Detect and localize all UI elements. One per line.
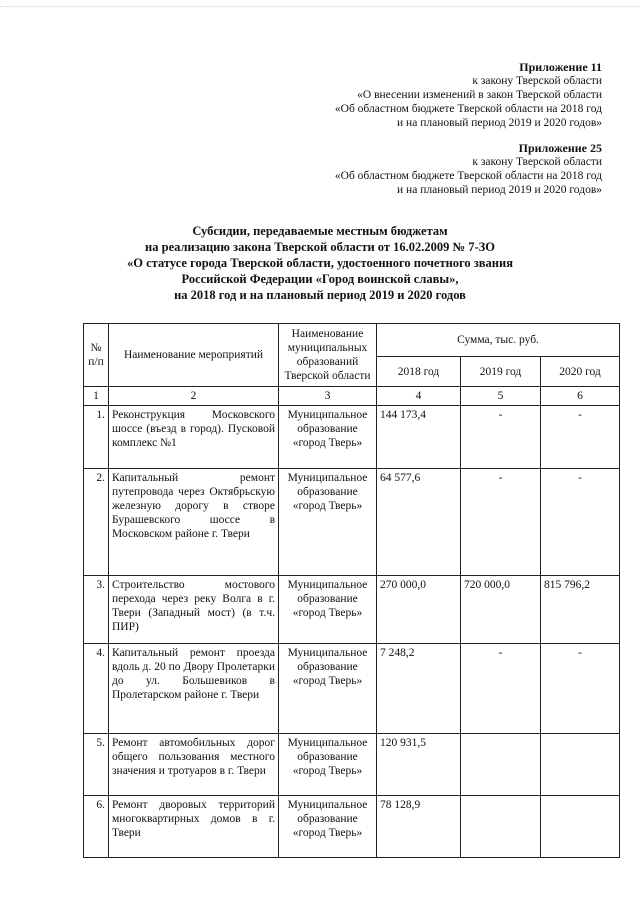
amount-2018: 270 000,0 — [377, 576, 461, 644]
amount-2019: 720 000,0 — [461, 576, 541, 644]
title-line: Субсидии, передаваемые местным бюджетам — [192, 224, 448, 238]
amount-2019: - — [461, 644, 541, 734]
column-number: 3 — [279, 387, 377, 406]
header-event: Наименование мероприятий — [109, 324, 279, 387]
header-year-2020: 2020 год — [541, 357, 620, 387]
amount-2018: 7 248,2 — [377, 644, 461, 734]
table-row — [84, 796, 620, 858]
amount-2020 — [541, 734, 620, 796]
event-name: Реконструкция Московского шоссе (въезд в город). Пусковой комплекс №1 — [109, 406, 279, 469]
table-row — [84, 469, 620, 576]
amount-2019 — [461, 796, 541, 858]
header-municipality: Наименование муниципальных образований Тверской области — [279, 324, 377, 387]
document-title — [60, 223, 580, 303]
column-number: 5 — [461, 387, 541, 406]
appendix-11-line: «Об областном бюджете Тверской области на 2018 год — [334, 103, 602, 115]
municipality-name: Муниципальное образование «город Тверь» — [279, 796, 377, 858]
row-number: 2. — [84, 469, 109, 576]
amount-2020 — [541, 796, 620, 858]
amount-2018: 120 931,5 — [377, 734, 461, 796]
row-number: 6. — [84, 796, 109, 858]
table-row — [84, 406, 620, 469]
amount-2020: 815 796,2 — [541, 576, 620, 644]
table-row — [84, 734, 620, 796]
column-number: 1 — [84, 387, 109, 406]
event-name: Ремонт автомобильных дорог общего пользования местного значения и тротуаров в г. Твери — [109, 734, 279, 796]
header-num: № п/п — [84, 324, 109, 387]
amount-2019: - — [461, 469, 541, 576]
header-year-2018: 2018 год — [377, 357, 461, 387]
row-number: 4. — [84, 644, 109, 734]
column-number: 6 — [541, 387, 620, 406]
table-row — [84, 576, 620, 644]
header-sum: Сумма, тыс. руб. — [377, 324, 620, 357]
title-line: на 2018 год и на плановый период 2019 и 2020 годов — [174, 288, 466, 302]
row-number: 3. — [84, 576, 109, 644]
column-number: 4 — [377, 387, 461, 406]
municipality-name: Муниципальное образование «город Тверь» — [279, 734, 377, 796]
municipality-name: Муниципальное образование «город Тверь» — [279, 469, 377, 576]
title-line: «О статусе города Тверской области, удостоенного почетного звания — [127, 256, 513, 270]
amount-2018: 64 577,6 — [377, 469, 461, 576]
amount-2018: 144 173,4 — [377, 406, 461, 469]
appendix-11-block — [335, 60, 602, 130]
header-year-2019: 2019 год — [461, 357, 541, 387]
table-row — [84, 644, 620, 734]
column-number: 2 — [109, 387, 279, 406]
row-number: 1. — [84, 406, 109, 469]
appendix-25-block — [335, 141, 602, 197]
appendix-25-title: Приложение 25 — [518, 141, 602, 155]
appendix-25-line: к закону Тверской области — [472, 156, 602, 168]
municipality-name: Муниципальное образование «город Тверь» — [279, 576, 377, 644]
amount-2019 — [461, 734, 541, 796]
amount-2018: 78 128,9 — [377, 796, 461, 858]
appendix-25-line: «Об областном бюджете Тверской области на 2018 год — [334, 170, 602, 182]
amount-2020: - — [541, 406, 620, 469]
appendix-11-line: «О внесении изменений в закон Тверской области — [357, 89, 602, 101]
title-line: Российской Федерации «Город воинской славы», — [181, 272, 459, 286]
event-name: Капитальный ремонт путепровода через Октябрьскую железную дорогу в створе Бурашевского шоссе в Московском районе г. Твери — [109, 469, 279, 576]
appendix-11-line: к закону Тверской области — [472, 75, 602, 87]
event-name: Ремонт дворовых территорий многоквартирных домов в г. Твери — [109, 796, 279, 858]
amount-2020: - — [541, 644, 620, 734]
amount-2020: - — [541, 469, 620, 576]
appendix-11-line: и на плановый период 2019 и 2020 годов» — [397, 117, 602, 129]
subsidies-table — [83, 323, 620, 858]
row-number: 5. — [84, 734, 109, 796]
event-name: Капитальный ремонт проезда вдоль д. 20 по Двору Пролетарки до ул. Большевиков в Пролетарском районе г. Твери — [109, 644, 279, 734]
scan-artifact-line — [0, 6, 640, 11]
appendix-25-line: и на плановый период 2019 и 2020 годов» — [397, 184, 602, 196]
appendix-11-title: Приложение 11 — [519, 60, 602, 74]
municipality-name: Муниципальное образование «город Тверь» — [279, 644, 377, 734]
event-name: Строительство мостового перехода через реку Волга в г. Твери (Западный мост) (в т.ч. ПИР) — [109, 576, 279, 644]
amount-2019: - — [461, 406, 541, 469]
municipality-name: Муниципальное образование «город Тверь» — [279, 406, 377, 469]
title-line: на реализацию закона Тверской области от 16.02.2009 № 7-ЗО — [145, 240, 495, 254]
